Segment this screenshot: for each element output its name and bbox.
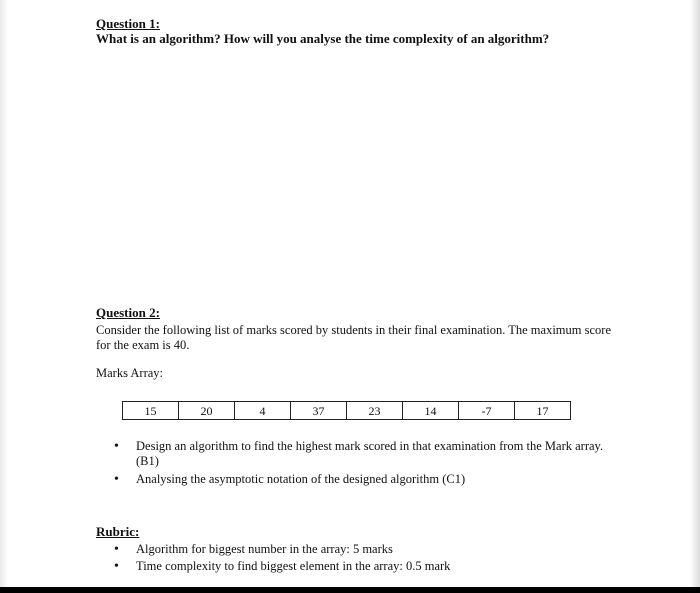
marks-cell: 14 (403, 402, 459, 420)
question-2-task-list (114, 439, 609, 490)
question-1-title: Question 1: (96, 16, 160, 31)
marks-cell: -7 (459, 402, 515, 420)
bottom-dark-edge (0, 587, 700, 593)
marks-cell: 37 (291, 402, 347, 420)
question-2-title: Question 2: (96, 305, 160, 320)
marks-array-row (123, 402, 571, 420)
marks-cell: 23 (347, 402, 403, 420)
task-item: • Analysing the asymptotic notation of the designed algorithm (C1) (114, 472, 609, 487)
question-1-section (96, 16, 549, 46)
marks-array-table (122, 401, 571, 420)
marks-cell: 15 (123, 402, 179, 420)
question-1-text: What is an algorithm? How will you analyse the time complexity of an algorithm? (96, 31, 550, 46)
rubric-list (114, 542, 609, 576)
marks-cell: 4 (235, 402, 291, 420)
rubric-title: Rubric: (96, 524, 140, 539)
marks-array-label: Marks Array: (96, 366, 163, 380)
rubric-item: • Algorithm for biggest number in the array: 5 marks (114, 542, 609, 557)
question-2-description: Consider the following list of marks scored by students in their final examination. The maximum score for the exam is 40. (96, 323, 611, 352)
marks-cell: 17 (515, 402, 571, 420)
marks-cell: 20 (179, 402, 235, 420)
left-shadow-edge (0, 0, 8, 593)
question-2-section (96, 305, 611, 381)
rubric-item: • Time complexity to find biggest element in the array: 0.5 mark (114, 559, 609, 574)
right-shadow-edge (690, 0, 700, 593)
task-item: • Design an algorithm to find the highest mark scored in that examination from the Mark array. (B1) (114, 439, 609, 469)
